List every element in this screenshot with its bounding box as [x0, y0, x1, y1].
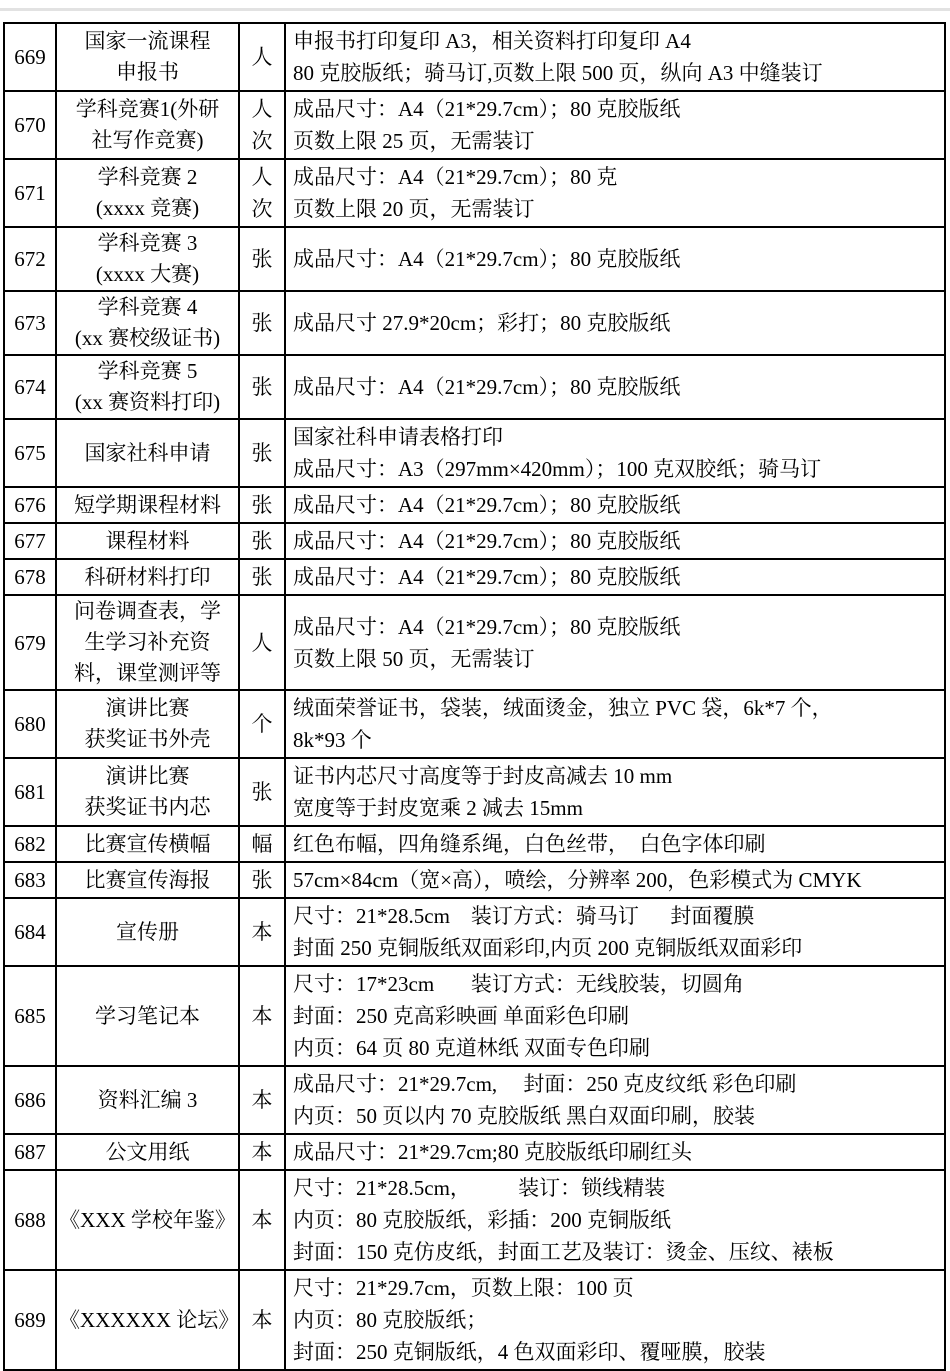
unit-cell-line: 张	[251, 780, 273, 804]
row-number-cell	[4, 523, 56, 559]
table-row	[4, 559, 945, 595]
table-row	[4, 1270, 945, 1370]
row-number-cell	[4, 159, 56, 227]
spec-cell-line: 尺寸：21*29.7cm，页数上限：100 页	[293, 1276, 634, 1300]
row-number: 678	[14, 565, 46, 589]
item-name-cell	[56, 559, 239, 595]
row-number: 679	[14, 630, 46, 655]
item-name-cell-line: (xxxx 竞赛)	[95, 196, 200, 220]
unit-cell-line: 本	[251, 1088, 273, 1112]
item-name-cell	[56, 966, 239, 1066]
item-name-cell-line: 获奖证书内芯	[84, 795, 211, 819]
spec-cell-line: 内页：50 页以内 70 克胶版纸 黑白双面印刷，胶装	[293, 1104, 755, 1128]
item-name-cell-line: 学科竞赛1(外研	[75, 97, 220, 121]
spec-cell-line: 封面：150 克仿皮纸，封面工艺及装订：烫金、压纹、裱板	[293, 1240, 834, 1264]
spec-cell-line: 成品尺寸：A4（21*29.7cm）；80 克胶版纸	[293, 565, 681, 589]
unit-cell-line: 人	[251, 630, 273, 655]
table-row	[4, 523, 945, 559]
item-name-cell	[56, 487, 239, 523]
table-row	[4, 23, 945, 91]
item-name-cell	[56, 690, 239, 758]
row-number: 683	[14, 868, 46, 892]
row-number: 676	[14, 493, 46, 517]
item-name-cell-line: 学科竞赛 2	[97, 165, 198, 189]
table-row	[4, 159, 945, 227]
unit-cell	[239, 159, 285, 227]
spec-cell	[285, 487, 945, 523]
spec-cell-line: 成品尺寸：21*29.7cm;80 克胶版纸印刷红头	[293, 1140, 692, 1164]
spec-cell	[285, 862, 945, 898]
spec-cell-line: 尺寸：17*23cm 装订方式：无线胶装，切圆角	[293, 972, 744, 996]
item-name-cell	[56, 523, 239, 559]
item-name-cell	[56, 159, 239, 227]
row-number: 689	[14, 1308, 46, 1332]
item-name-cell	[56, 227, 239, 291]
item-name-cell-line: 学科竞赛 4	[97, 295, 198, 319]
item-name-cell	[56, 291, 239, 355]
spec-cell-line: 成品尺寸：A4（21*29.7cm）；80 克	[293, 165, 618, 189]
spec-cell-line: 封面 250 克铜版纸双面彩印,内页 200 克铜版纸双面彩印	[293, 936, 803, 960]
item-name-cell-line: 课程材料	[105, 528, 190, 553]
item-name-cell-line: 宣传册	[116, 919, 179, 944]
spec-cell-line: 页数上限 20 页，无需装订	[293, 197, 535, 221]
item-name-cell-line: 料，课堂测评等	[74, 661, 221, 685]
row-number-cell	[4, 559, 56, 595]
spec-cell	[285, 523, 945, 559]
spec-cell-line: 内页：64 页 80 克道林纸 双面专色印刷	[293, 1036, 650, 1060]
row-number-cell	[4, 419, 56, 487]
item-name-cell-line: (xx 赛资料打印)	[74, 390, 221, 414]
unit-cell	[239, 862, 285, 898]
unit-cell-line: 人	[251, 97, 273, 121]
unit-cell-line: 张	[251, 247, 273, 271]
spec-cell-line: 红色布幅，四角缝系绳，白色丝带， 白色字体印刷	[293, 832, 766, 856]
unit-cell	[239, 355, 285, 419]
row-number: 671	[14, 181, 46, 205]
unit-cell	[239, 523, 285, 559]
table-row	[4, 1066, 945, 1134]
unit-cell	[239, 1134, 285, 1170]
spec-cell-line: 页数上限 50 页，无需装订	[293, 646, 535, 671]
unit-cell	[239, 1270, 285, 1370]
spec-cell	[285, 419, 945, 487]
row-number-cell	[4, 758, 56, 826]
item-name-cell-line: 《XXXXXX 论坛》	[59, 1307, 240, 1332]
item-name-cell-line: 国家社科申请	[84, 440, 211, 465]
row-number-cell	[4, 355, 56, 419]
item-name-cell-line: 学科竞赛 5	[97, 359, 198, 383]
item-name-cell-line: 科研材料打印	[84, 564, 211, 589]
spec-cell	[285, 1066, 945, 1134]
unit-cell	[239, 758, 285, 826]
row-number-cell	[4, 487, 56, 523]
unit-cell-line: 人	[251, 165, 273, 189]
spec-cell	[285, 1170, 945, 1270]
spec-cell-line: 国家社科申请表格打印	[293, 425, 503, 449]
item-name-cell	[56, 595, 239, 690]
unit-cell-line: 张	[251, 565, 273, 589]
spec-cell	[285, 159, 945, 227]
row-number-cell	[4, 862, 56, 898]
table-row	[4, 862, 945, 898]
item-name-cell-line: 《XXX 学校年鉴》	[59, 1207, 236, 1232]
unit-cell	[239, 291, 285, 355]
table-row	[4, 898, 945, 966]
row-number: 670	[14, 113, 46, 137]
row-number-cell	[4, 966, 56, 1066]
item-name-cell-line: 比赛宣传横幅	[84, 831, 211, 856]
unit-cell	[239, 227, 285, 291]
spec-cell-line: 内页：80 克胶版纸，彩插：200 克铜版纸	[293, 1208, 671, 1232]
row-number-cell	[4, 291, 56, 355]
item-name-cell	[56, 1134, 239, 1170]
spec-cell-line: 成品尺寸：A4（21*29.7cm）；80 克胶版纸	[293, 529, 681, 553]
row-number-cell	[4, 91, 56, 159]
spec-cell	[285, 355, 945, 419]
item-name-cell-line: 公文用纸	[105, 1139, 190, 1164]
item-name-cell	[56, 862, 239, 898]
unit-cell-line: 张	[251, 441, 273, 465]
item-name-cell	[56, 91, 239, 159]
unit-cell-line: 张	[251, 529, 273, 553]
table-row	[4, 595, 945, 690]
unit-cell-line: 幅	[251, 832, 273, 856]
item-name-cell	[56, 419, 239, 487]
unit-cell	[239, 559, 285, 595]
spec-cell-line: 成品尺寸：A4（21*29.7cm）；80 克胶版纸	[293, 97, 681, 121]
spec-cell-line: 封面：250 克高彩映画 单面彩色印刷	[293, 1004, 629, 1028]
spec-cell-line: 封面：250 克铜版纸，4 色双面彩印、覆哑膜，胶装	[293, 1340, 766, 1364]
table-row	[4, 487, 945, 523]
table-row	[4, 1170, 945, 1270]
unit-cell-line: 本	[251, 1140, 273, 1164]
row-number-cell	[4, 1134, 56, 1170]
table-row	[4, 227, 945, 291]
unit-cell-line: 次	[251, 129, 273, 153]
spec-cell-line: 成品尺寸：A4（21*29.7cm）；80 克胶版纸	[293, 247, 681, 271]
row-number-cell	[4, 1066, 56, 1134]
spec-cell	[285, 91, 945, 159]
spec-cell-line: 成品尺寸：A4（21*29.7cm）；80 克胶版纸	[293, 493, 681, 517]
item-name-cell	[56, 23, 239, 91]
spec-cell	[285, 898, 945, 966]
row-number-cell	[4, 1170, 56, 1270]
table-row	[4, 355, 945, 419]
row-number: 673	[14, 311, 46, 335]
unit-cell	[239, 419, 285, 487]
item-name-cell-line: 资料汇编 3	[97, 1087, 198, 1112]
spec-cell-line: 尺寸：21*28.5cm 装订方式：骑马订 封面覆膜	[293, 904, 755, 928]
item-name-cell-line: 问卷调查表，学	[74, 599, 221, 623]
row-number: 675	[14, 441, 46, 465]
item-name-cell	[56, 758, 239, 826]
item-name-cell-line: 学科竞赛 3	[97, 231, 198, 255]
unit-cell-line: 个	[251, 712, 273, 736]
item-name-cell-line: 申报书	[116, 60, 179, 84]
table-row	[4, 690, 945, 758]
item-name-cell	[56, 826, 239, 862]
row-number: 686	[14, 1088, 46, 1112]
spec-cell-line: 申报书打印复印 A3，相关资料打印复印 A4	[293, 29, 691, 53]
spec-cell-line: 57cm×84cm（宽×高），喷绘，分辨率 200，色彩模式为 CMYK	[293, 868, 862, 892]
row-number: 674	[14, 375, 46, 399]
row-number: 688	[14, 1208, 46, 1232]
table-row	[4, 419, 945, 487]
spec-cell-line: 内页：80 克胶版纸；	[293, 1308, 488, 1332]
print-spec-table	[3, 22, 946, 1371]
table-row	[4, 291, 945, 355]
item-name-cell-line: (xxxx 大赛)	[95, 262, 200, 286]
spec-cell-line: 成品尺寸 27.9*20cm；彩打；80 克胶版纸	[293, 311, 671, 335]
unit-cell-line: 本	[251, 1308, 273, 1332]
unit-cell	[239, 1170, 285, 1270]
print-spec-table-body	[4, 23, 945, 1370]
unit-cell	[239, 1066, 285, 1134]
item-name-cell	[56, 1066, 239, 1134]
item-name-cell-line: 学习笔记本	[95, 1003, 200, 1028]
unit-cell-line: 张	[251, 868, 273, 892]
item-name-cell-line: 演讲比赛	[105, 764, 190, 788]
spec-cell-line: 尺寸：21*28.5cm， 装订：锁线精装	[293, 1176, 666, 1200]
spec-cell-line: 宽度等于封皮宽乘 2 减去 15mm	[293, 796, 583, 820]
item-name-cell-line: 短学期课程材料	[74, 492, 221, 517]
row-number: 680	[14, 712, 46, 736]
row-number: 669	[14, 45, 46, 69]
spec-cell-line: 页数上限 25 页，无需装订	[293, 129, 535, 153]
spec-cell-line: 成品尺寸：A4（21*29.7cm）；80 克胶版纸	[293, 375, 681, 399]
spec-cell	[285, 826, 945, 862]
table-row	[4, 1134, 945, 1170]
spec-cell	[285, 227, 945, 291]
spec-cell-line: 证书内芯尺寸高度等于封皮高减去 10 mm	[293, 764, 673, 788]
unit-cell	[239, 826, 285, 862]
spec-cell-line: 成品尺寸：A3（297mm×420mm）；100 克双胶纸；骑马订	[293, 457, 822, 481]
unit-cell-line: 张	[251, 493, 273, 517]
item-name-cell	[56, 355, 239, 419]
row-number-cell	[4, 227, 56, 291]
row-number: 682	[14, 832, 46, 856]
spec-cell	[285, 595, 945, 690]
spec-cell	[285, 1270, 945, 1370]
row-number-cell	[4, 690, 56, 758]
table-row	[4, 826, 945, 862]
spec-cell	[285, 690, 945, 758]
row-number-cell	[4, 1270, 56, 1370]
item-name-cell-line: 国家一流课程	[84, 29, 211, 53]
unit-cell-line: 人	[251, 45, 273, 69]
unit-cell-line: 次	[251, 197, 273, 221]
row-number: 677	[14, 529, 46, 553]
unit-cell	[239, 595, 285, 690]
spec-cell-line: 8k*93 个	[293, 728, 372, 752]
spec-cell	[285, 758, 945, 826]
unit-cell-line: 张	[251, 375, 273, 399]
row-number: 681	[14, 780, 46, 804]
unit-cell-line: 本	[251, 920, 273, 944]
row-number: 672	[14, 247, 46, 271]
spec-cell	[285, 23, 945, 91]
row-number: 684	[14, 920, 46, 944]
item-name-cell-line: (xx 赛校级证书)	[74, 326, 221, 350]
spec-cell	[285, 966, 945, 1066]
row-number: 685	[14, 1004, 46, 1028]
item-name-cell	[56, 898, 239, 966]
item-name-cell-line: 获奖证书外壳	[84, 727, 211, 751]
item-name-cell-line: 社写作竞赛)	[91, 128, 204, 152]
spec-cell	[285, 559, 945, 595]
row-number-cell	[4, 826, 56, 862]
unit-cell-line: 本	[251, 1208, 273, 1232]
table-row	[4, 966, 945, 1066]
spec-cell	[285, 291, 945, 355]
unit-cell	[239, 898, 285, 966]
row-number-cell	[4, 595, 56, 690]
spec-cell-line: 成品尺寸：A4（21*29.7cm）；80 克胶版纸	[293, 614, 681, 639]
row-number: 687	[14, 1140, 46, 1164]
spec-cell	[285, 1134, 945, 1170]
item-name-cell-line: 生学习补充资	[84, 630, 211, 654]
table-row	[4, 91, 945, 159]
row-number-cell	[4, 23, 56, 91]
unit-cell	[239, 966, 285, 1066]
unit-cell	[239, 91, 285, 159]
scan-artifact-line	[0, 8, 950, 11]
unit-cell-line: 张	[251, 311, 273, 335]
row-number-cell	[4, 898, 56, 966]
unit-cell-line: 本	[251, 1004, 273, 1028]
spec-cell-line: 成品尺寸：21*29.7cm, 封面：250 克皮纹纸 彩色印刷	[293, 1072, 797, 1096]
item-name-cell-line: 比赛宣传海报	[84, 867, 211, 892]
unit-cell	[239, 690, 285, 758]
table-row	[4, 758, 945, 826]
item-name-cell	[56, 1170, 239, 1270]
spec-cell-line: 绒面荣誉证书，袋装，绒面烫金，独立 PVC 袋，6k*7 个，	[293, 696, 833, 720]
item-name-cell	[56, 1270, 239, 1370]
item-name-cell-line: 演讲比赛	[105, 696, 190, 720]
spec-cell-line: 80 克胶版纸；骑马订,页数上限 500 页，纵向 A3 中缝装订	[293, 61, 823, 85]
unit-cell	[239, 23, 285, 91]
unit-cell	[239, 487, 285, 523]
